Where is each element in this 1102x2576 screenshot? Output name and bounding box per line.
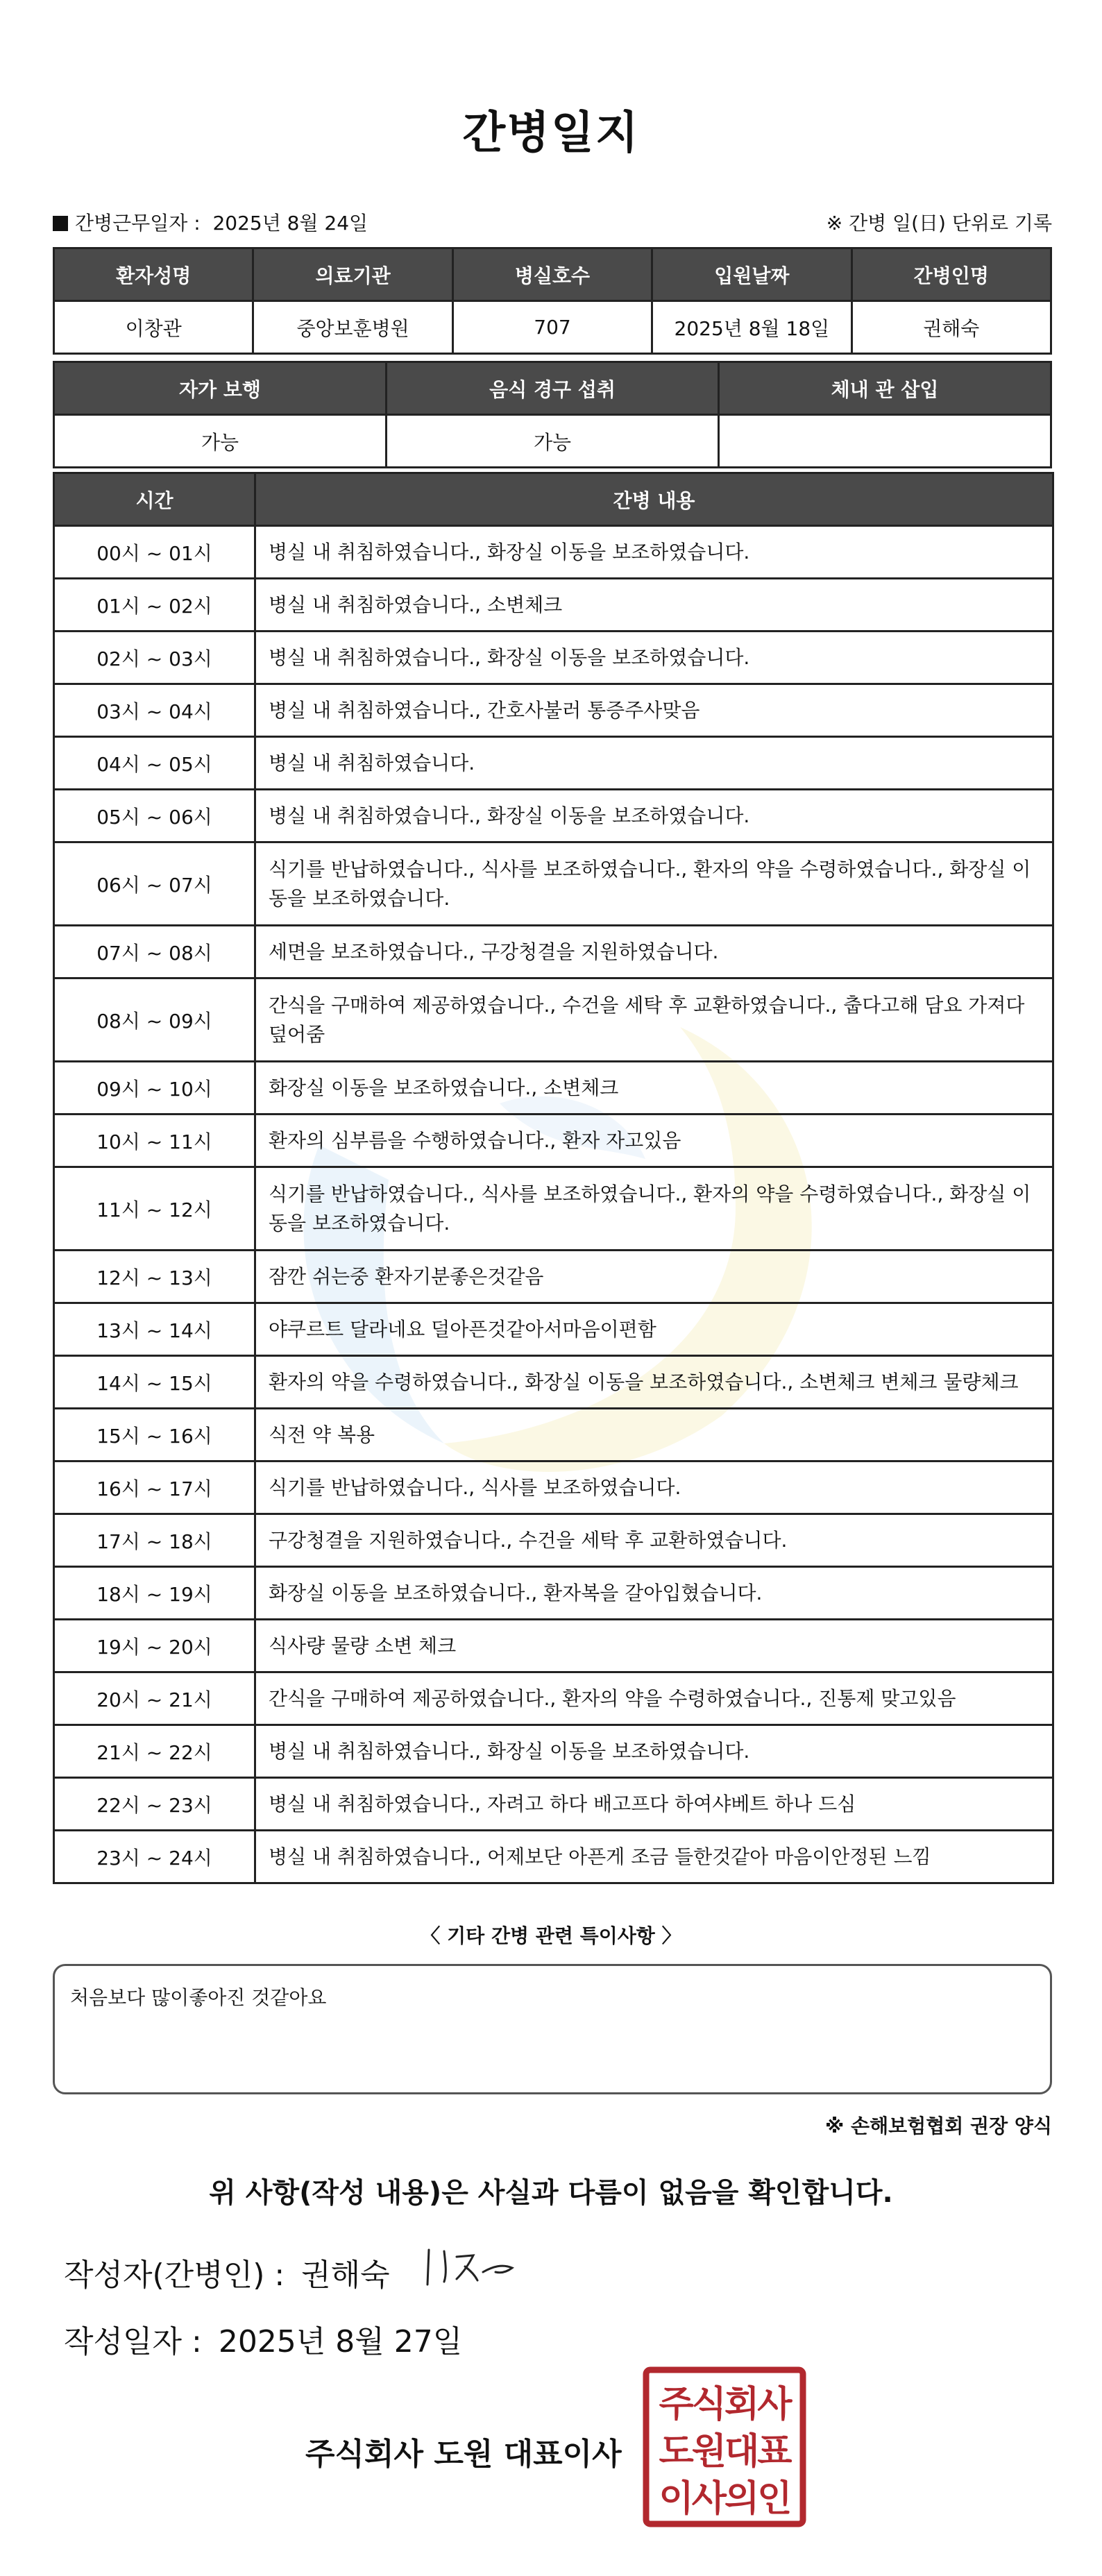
content-cell: 간식을 구매하여 제공하였습니다., 환자의 약을 수령하였습니다., 진통제 맞고있음: [255, 1672, 1053, 1725]
table-row: [54, 737, 1053, 790]
time-cell: 03시 ~ 04시: [54, 684, 255, 737]
header-time: 시간: [54, 473, 255, 526]
content-cell: 화장실 이동을 보조하였습니다., 환자복을 갈아입혔습니다.: [255, 1567, 1053, 1620]
time-cell: 23시 ~ 24시: [54, 1831, 255, 1883]
table-row: [54, 1251, 1053, 1303]
seal-line-1: 주식회사: [659, 2384, 790, 2425]
table-row: [54, 790, 1053, 842]
time-cell: 01시 ~ 02시: [54, 579, 255, 632]
table-row: [54, 1167, 1053, 1251]
header-patient-name: 환자성명: [54, 248, 253, 301]
log-header-row: [54, 473, 1053, 526]
seal-line-3: 이사의인: [659, 2478, 790, 2520]
table-row: [54, 579, 1053, 632]
handwritten-signature: [416, 2236, 527, 2298]
writer-line: [64, 2250, 390, 2294]
header-care-content: 간병 내용: [255, 473, 1053, 526]
content-cell: 병실 내 취침하였습니다., 화장실 이동을 보조하였습니다.: [255, 632, 1053, 684]
time-cell: 22시 ~ 23시: [54, 1778, 255, 1831]
content-cell: 환자의 심부름을 수행하였습니다., 환자 자고있음: [255, 1115, 1053, 1167]
company-representative: 주식회사 도원 대표이사: [305, 2437, 622, 2472]
table-row: [54, 1303, 1053, 1356]
table-row: [54, 1778, 1053, 1831]
walking-value: 가능: [54, 415, 387, 468]
content-cell: 세면을 보조하였습니다., 구강청결을 지원하였습니다.: [255, 926, 1053, 978]
work-date-value: 2025년 8월 24일: [212, 212, 368, 235]
table-row: [54, 1115, 1053, 1167]
time-cell: 21시 ~ 22시: [54, 1725, 255, 1778]
patient-name: 이창관: [54, 301, 253, 354]
content-cell: 야쿠르트 달라네요 덜아픈것같아서마음이편함: [255, 1303, 1053, 1356]
caregiver-name: 권해숙: [851, 301, 1051, 354]
time-cell: 04시 ~ 05시: [54, 737, 255, 790]
header-caregiver: 간병인명: [851, 248, 1051, 301]
time-cell: 18시 ~ 19시: [54, 1567, 255, 1620]
written-date-line: [64, 2316, 462, 2361]
tube-value: [719, 415, 1051, 468]
status-header-row: [54, 362, 1051, 415]
table-row: [54, 842, 1053, 926]
notes-title: 〈 기타 간병 관련 특이사항 〉: [421, 1924, 681, 1947]
content-cell: 잠깐 쉬는중 환자기분좋은것같음: [255, 1251, 1053, 1303]
time-cell: 12시 ~ 13시: [54, 1251, 255, 1303]
table-row: [54, 1356, 1053, 1409]
time-cell: 17시 ~ 18시: [54, 1514, 255, 1567]
header-room: 병실호수: [452, 248, 652, 301]
time-cell: 19시 ~ 20시: [54, 1620, 255, 1672]
header-walking: 자가 보행: [54, 362, 387, 415]
patient-info-table: [53, 247, 1052, 355]
table-row: [54, 978, 1053, 1062]
time-cell: 00시 ~ 01시: [54, 526, 255, 579]
patient-status-table: [53, 361, 1052, 468]
content-cell: 병실 내 취침하였습니다., 어제보단 아픈게 조금 들한것같아 마음이안정된 느낌: [255, 1831, 1053, 1883]
content-cell: 식전 약 복용: [255, 1409, 1053, 1461]
table-row: [54, 632, 1053, 684]
table-row: [54, 1567, 1053, 1620]
content-cell: 병실 내 취침하였습니다., 소변체크: [255, 579, 1053, 632]
hospital-name: 중앙보훈병원: [253, 301, 452, 354]
writer-name: 권해숙: [301, 2257, 390, 2293]
header-admission-date: 입원날짜: [652, 248, 851, 301]
content-cell: 간식을 구매하여 제공하였습니다., 수건을 세탁 후 교환하였습니다., 춥다고해 담요 가져다 덮어줌: [255, 978, 1053, 1062]
table-row: [54, 1461, 1053, 1514]
time-cell: 16시 ~ 17시: [54, 1461, 255, 1514]
company-seal: [643, 2366, 806, 2527]
content-cell: 병실 내 취침하였습니다., 화장실 이동을 보조하였습니다.: [255, 526, 1053, 579]
time-cell: 10시 ~ 11시: [54, 1115, 255, 1167]
time-cell: 14시 ~ 15시: [54, 1356, 255, 1409]
content-cell: 병실 내 취침하였습니다., 화장실 이동을 보조하였습니다.: [255, 1725, 1053, 1778]
written-date-value: 2025년 8월 27일: [218, 2324, 463, 2359]
table-row: [54, 684, 1053, 737]
time-cell: 09시 ~ 10시: [54, 1062, 255, 1115]
table-row: [54, 1514, 1053, 1567]
written-date-label: 작성일자 :: [64, 2324, 202, 2359]
header-hospital: 의료기관: [253, 248, 452, 301]
table-row: [54, 1672, 1053, 1725]
content-cell: 식사량 물량 소변 체크: [255, 1620, 1053, 1672]
header-tube: 체내 관 삽입: [719, 362, 1051, 415]
page-title: 간병일지: [462, 108, 640, 159]
work-date-label: 간병근무일자 :: [75, 212, 201, 235]
unit-note: ※ 간병 일(日) 단위로 기록: [826, 212, 1052, 235]
table-row: [54, 1725, 1053, 1778]
notes-text: 처음보다 많이좋아진 것같아요: [70, 1986, 327, 2009]
content-cell: 병실 내 취침하였습니다., 간호사불러 통증주사맞음: [255, 684, 1053, 737]
content-cell: 병실 내 취침하였습니다., 자려고 하다 배고프다 하여샤베트 하나 드심: [255, 1778, 1053, 1831]
table-row: [54, 1062, 1053, 1115]
content-cell: 식기를 반납하였습니다., 식사를 보조하였습니다., 환자의 약을 수령하였습니다., 화장실 이동을 보조하였습니다.: [255, 1167, 1053, 1251]
seal-line-2: 도원대표: [659, 2431, 790, 2473]
content-cell: 식기를 반납하였습니다., 식사를 보조하였습니다.: [255, 1461, 1053, 1514]
recommend-note: ※ 손해보험협회 권장 양식: [825, 2115, 1052, 2137]
table-row: [54, 926, 1053, 978]
time-cell: 15시 ~ 16시: [54, 1409, 255, 1461]
table-row: [54, 1409, 1053, 1461]
notes-box: [53, 1964, 1052, 2094]
table-row: [54, 526, 1053, 579]
patient-value-row: [54, 301, 1051, 354]
time-cell: 11시 ~ 12시: [54, 1167, 255, 1251]
patient-header-row: [54, 248, 1051, 301]
content-cell: 구강청결을 지원하였습니다., 수건을 세탁 후 교환하였습니다.: [255, 1514, 1053, 1567]
content-cell: 환자의 약을 수령하였습니다., 화장실 이동을 보조하였습니다., 소변체크 변체크 물량체크: [255, 1356, 1053, 1409]
time-cell: 07시 ~ 08시: [54, 926, 255, 978]
status-value-row: [54, 415, 1051, 468]
writer-label: 작성자(간병인) :: [64, 2257, 285, 2293]
oral-intake-value: 가능: [387, 415, 719, 468]
meta-row: [53, 208, 1052, 236]
time-cell: 13시 ~ 14시: [54, 1303, 255, 1356]
work-date: [53, 208, 368, 236]
content-cell: 화장실 이동을 보조하였습니다., 소변체크: [255, 1062, 1053, 1115]
header-oral-intake: 음식 경구 섭취: [387, 362, 719, 415]
room-number: 707: [452, 301, 652, 354]
time-cell: 05시 ~ 06시: [54, 790, 255, 842]
care-log-table: [53, 472, 1054, 1884]
time-cell: 20시 ~ 21시: [54, 1672, 255, 1725]
table-row: [54, 1620, 1053, 1672]
table-row: [54, 1831, 1053, 1883]
time-cell: 08시 ~ 09시: [54, 978, 255, 1062]
time-cell: 02시 ~ 03시: [54, 632, 255, 684]
time-cell: 06시 ~ 07시: [54, 842, 255, 926]
content-cell: 식기를 반납하였습니다., 식사를 보조하였습니다., 환자의 약을 수령하였습니다., 화장실 이동을 보조하였습니다.: [255, 842, 1053, 926]
square-bullet-icon: [53, 216, 68, 231]
admission-date: 2025년 8월 18일: [652, 301, 851, 354]
confirmation-statement: 위 사항(작성 내용)은 사실과 다름이 없음을 확인합니다.: [209, 2177, 893, 2209]
content-cell: 병실 내 취침하였습니다.: [255, 737, 1053, 790]
content-cell: 병실 내 취침하였습니다., 화장실 이동을 보조하였습니다.: [255, 790, 1053, 842]
